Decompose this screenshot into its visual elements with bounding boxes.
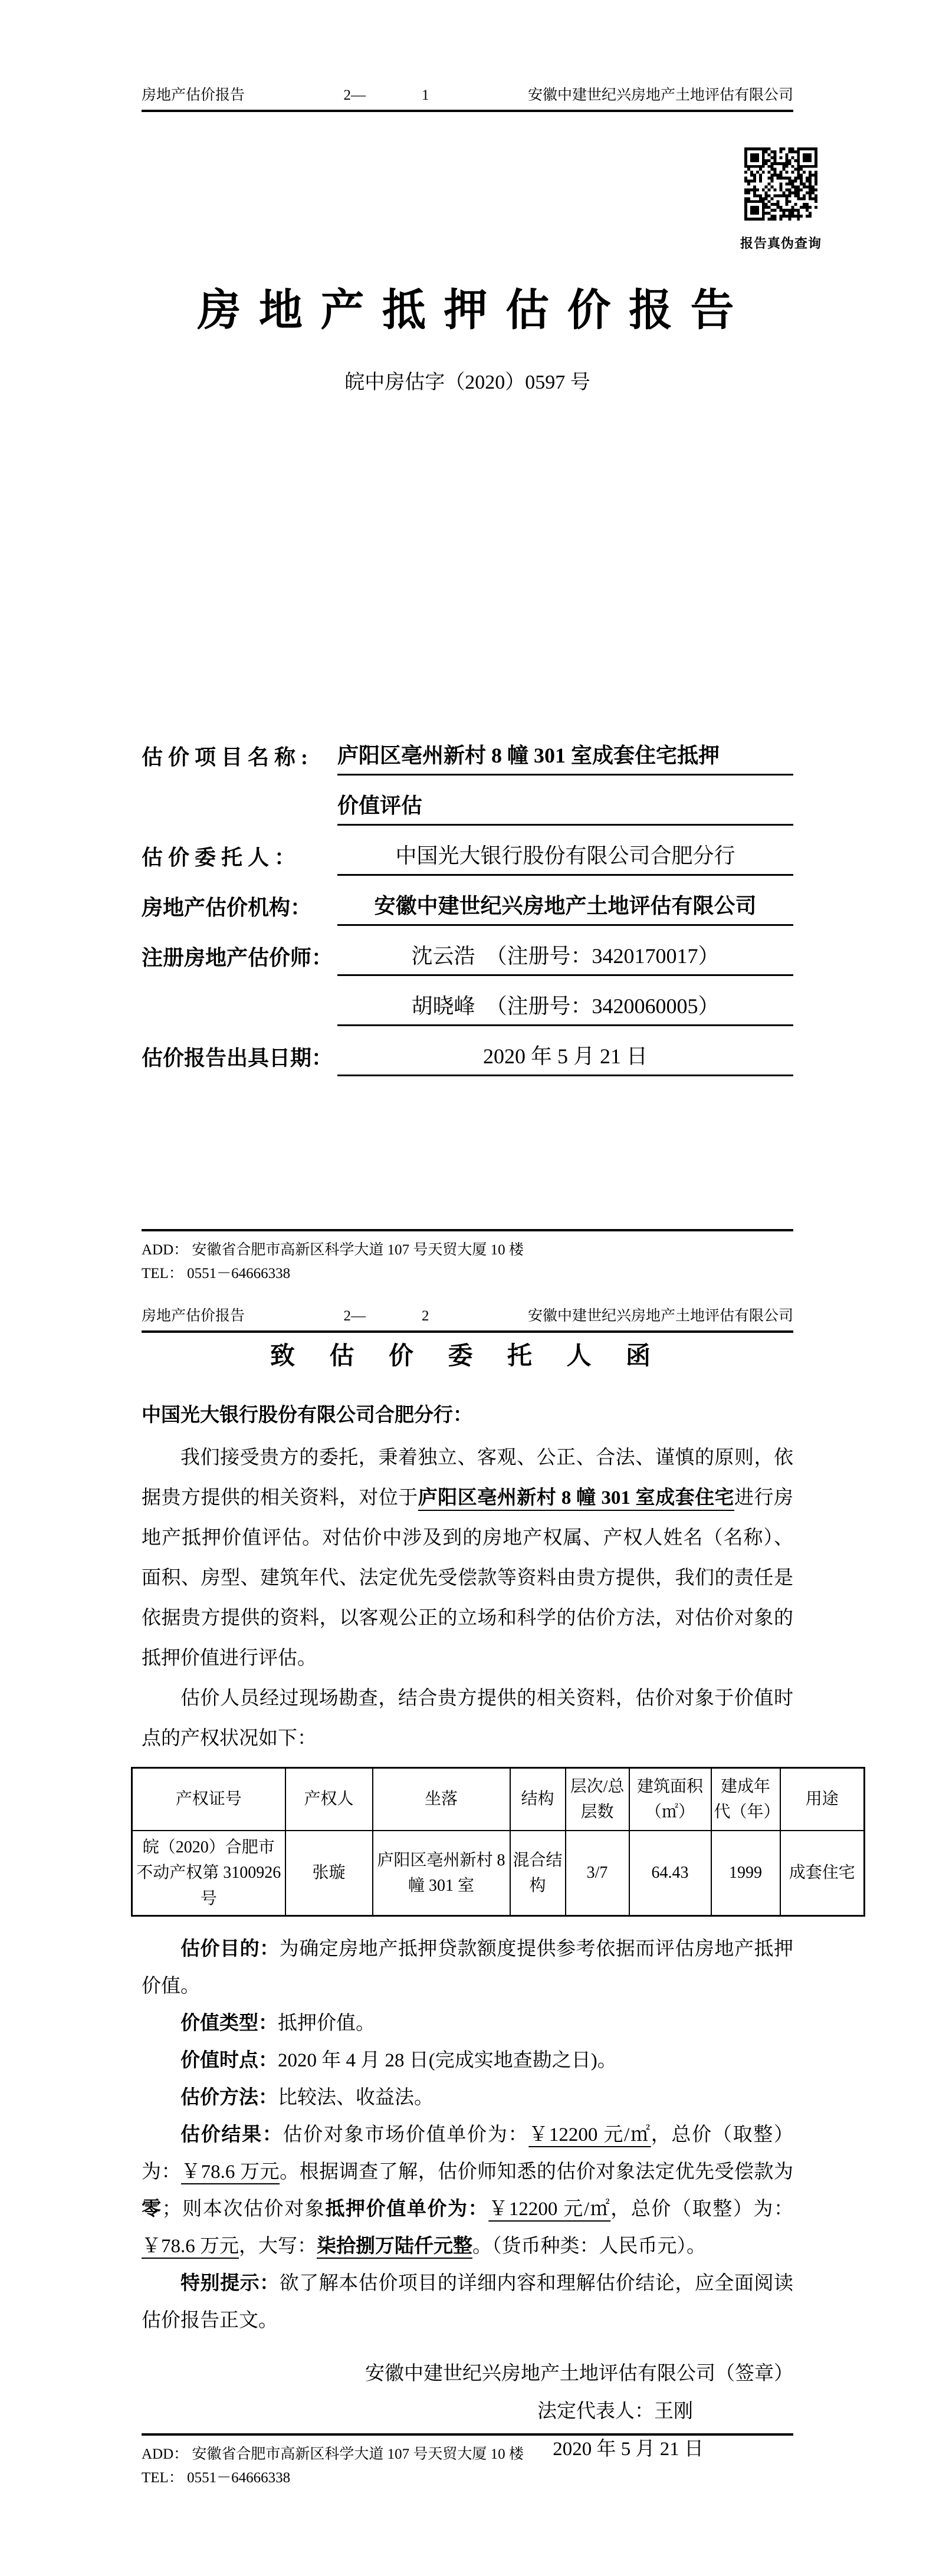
running-header-company: 安徽中建世纪兴房地产土地评估有限公司 <box>527 1308 793 1324</box>
field-value: 沈云浩 （注册号：3420170017） <box>337 939 793 976</box>
item-text: 比较法、收益法。 <box>278 2087 433 2109</box>
letter-title: 致 估 价 委 托 人 函 <box>270 1343 665 1370</box>
signature-date: 2020 年 5 月 21 日 <box>553 2439 704 2460</box>
cell-certificate-no: 皖（2020）合肥市不动产权第 3100926 号 <box>132 1831 285 1916</box>
item-text: ；则本次估价对象 <box>162 2199 326 2220</box>
report-title: 房 地 产 抵 押 估 价 报 告 <box>197 287 738 335</box>
page-number <box>344 1307 429 1326</box>
item-method <box>142 2079 793 2117</box>
paragraph-survey: 估价人员经过现场勘查，结合贵方提供的相关资料，估价对象于价值时点的产权状况如下： <box>142 1688 793 1749</box>
field-label: 注册房地产估价师： <box>142 946 333 970</box>
field-label: 房地产估价机构： <box>142 896 312 919</box>
col-year-built: 建成年代（年） <box>711 1768 780 1831</box>
page-total: 2— <box>343 1308 366 1324</box>
cell-owner: 张璇 <box>285 1831 373 1916</box>
salutation: 中国光大银行股份有限公司合肥分行： <box>142 1405 472 1426</box>
qr-caption: 报告真伪查询 <box>740 236 822 251</box>
cell-year-built: 1999 <box>711 1831 780 1916</box>
table-header-row <box>132 1768 865 1831</box>
field-project-name-cont <box>142 776 793 826</box>
item-value-date <box>142 2042 793 2079</box>
field-appraiser-1 <box>142 926 793 976</box>
item-text: ，大写： <box>239 2236 317 2258</box>
running-header <box>142 1307 793 1333</box>
signature-legal-rep: 法定代表人：王刚 <box>537 2401 693 2423</box>
subject-property-address: 庐阳区亳州新村 8 幢 301 室成套住宅 <box>418 1487 735 1509</box>
field-label <box>142 1021 337 1026</box>
paragraph-intro <box>142 1438 793 1678</box>
item-label: 估价目的： <box>180 1938 280 1960</box>
footer-address: ADD： 安徽省合肥市高新区科学大道 107 号天贸大厦 10 楼 <box>142 2446 524 2462</box>
mortgage-total-price-value: ￥78.6 万元 <box>142 2236 239 2258</box>
field-value: 中国光大银行股份有限公司合肥分行 <box>337 839 793 876</box>
item-text: 估价对象市场价值单价为： <box>283 2124 529 2146</box>
item-text: 2020 年 4 月 28 日(完成实地查勘之日)。 <box>278 2050 617 2072</box>
field-label: 估 价 项 目 名 称 : <box>142 745 308 769</box>
page-number <box>344 86 429 105</box>
running-header <box>142 86 793 112</box>
field-value: 2020 年 5 月 21 日 <box>337 1040 793 1076</box>
unit-price-value: ￥12200 元/㎡ <box>528 2124 651 2146</box>
col-structure: 结构 <box>510 1768 566 1831</box>
zero-emphasis: 零 <box>142 2199 162 2220</box>
item-label: 价值类型： <box>180 2013 278 2035</box>
cell-area: 64.43 <box>629 1831 711 1916</box>
page-current: 1 <box>422 87 429 103</box>
item-label: 价值时点： <box>180 2050 278 2072</box>
item-label: 特别提示： <box>180 2273 280 2295</box>
col-certificate-no: 产权证号 <box>132 1768 285 1831</box>
conclusion-items <box>142 1931 793 2340</box>
cell-floor: 3/7 <box>566 1831 629 1916</box>
cover-form <box>142 725 793 1076</box>
field-value: 价值评估 <box>337 789 793 826</box>
item-label: 估价方法： <box>180 2087 278 2109</box>
mortgage-unit-price-value: ￥12200 元/㎡ <box>488 2199 611 2220</box>
col-floor: 层次/总层数 <box>566 1768 629 1831</box>
item-notice <box>142 2265 793 2340</box>
footer-tel: TEL： 0551－64666338 <box>142 2470 291 2486</box>
report-number: 皖中房估字（2020）0597 号 <box>344 372 590 393</box>
total-price-value: ￥78.6 万元 <box>181 2161 280 2183</box>
signature-company: 安徽中建世纪兴房地产土地评估有限公司（签章） <box>365 2363 793 2385</box>
para-text: 进行房地产抵押价值评估。对估价中涉及到的房地产权属、产权人姓名（名称）、面积、房型、建筑年代、法定优先受偿款等资料由贵方提供，我们的责任是依据贵方提供的资料，以客观公正的立场和科学的估价方法，对估价对象的抵押价值进行评估。 <box>142 1487 794 1669</box>
item-label: 估价结果： <box>180 2124 283 2146</box>
field-project-name <box>142 725 793 776</box>
item-value-type <box>142 2005 793 2042</box>
col-use: 用途 <box>780 1768 865 1831</box>
item-text: 抵押价值。 <box>278 2013 375 2035</box>
footer-tel: TEL： 0551－64666338 <box>142 1266 291 1282</box>
field-client <box>142 826 793 876</box>
col-owner: 产权人 <box>285 1768 373 1831</box>
page-footer <box>142 1229 793 1286</box>
item-text: 。（货币种类：人民币元）。 <box>472 2236 706 2258</box>
page-current: 2 <box>422 1308 429 1324</box>
field-agency <box>142 876 793 926</box>
item-text: ，总价（取整）为： <box>610 2199 794 2220</box>
cell-use: 成套住宅 <box>780 1831 865 1916</box>
col-area: 建筑面积（㎡） <box>629 1768 711 1831</box>
field-label: 估价报告出具日期： <box>142 1046 333 1070</box>
qr-verification-block <box>737 147 825 252</box>
item-text: ，总价（取整）为： <box>142 2124 794 2183</box>
item-purpose <box>142 1931 793 2005</box>
field-value: 安徽中建世纪兴房地产土地评估有限公司 <box>337 889 793 926</box>
qr-code-icon <box>744 147 817 221</box>
item-text: 。根据调查了解，估价师知悉的估价对象法定优先受偿款为 <box>280 2161 794 2183</box>
field-value: 庐阳区亳州新村 8 幢 301 室成套住宅抵押 <box>337 739 793 776</box>
item-result <box>142 2117 793 2265</box>
para-text: 我们接受贵方的委托，秉着独立、客观、公正、合法、谨慎的原则，依据贵方提供的相关资料，对位于 <box>142 1447 793 1509</box>
running-header-label: 房地产估价报告 <box>142 87 245 103</box>
footer-address: ADD： 安徽省合肥市高新区科学大道 107 号天贸大厦 10 楼 <box>142 1242 524 1258</box>
cell-structure: 混合结构 <box>510 1831 566 1916</box>
item-text: 欲了解本估价项目的详细内容和理解估价结论，应全面阅读估价报告正文。 <box>142 2273 794 2332</box>
field-issue-date <box>142 1026 793 1076</box>
item-text: 为确定房地产抵押贷款额度提供参考依据而评估房地产抵押价值。 <box>142 1938 794 1997</box>
field-label: 估 价 委 托 人 ： <box>142 846 296 869</box>
amount-in-words: 柒拾捌万陆仟元整 <box>317 2236 472 2258</box>
cell-location: 庐阳区亳州新村 8 幢 301 室 <box>373 1831 510 1916</box>
property-rights-table <box>131 1767 865 1917</box>
field-value: 胡晓峰 （注册号：3420060005） <box>337 990 793 1026</box>
running-header-label: 房地产估价报告 <box>142 1308 245 1324</box>
field-label <box>142 821 337 826</box>
table-row <box>132 1831 865 1916</box>
page-footer <box>142 2433 793 2490</box>
field-appraiser-2 <box>142 976 793 1026</box>
mortgage-price-label: 抵押价值单价为： <box>325 2199 489 2220</box>
col-location: 坐落 <box>373 1768 510 1831</box>
page-total: 2— <box>343 87 366 103</box>
running-header-company: 安徽中建世纪兴房地产土地评估有限公司 <box>527 87 793 103</box>
letter-page <box>0 1295 936 2576</box>
